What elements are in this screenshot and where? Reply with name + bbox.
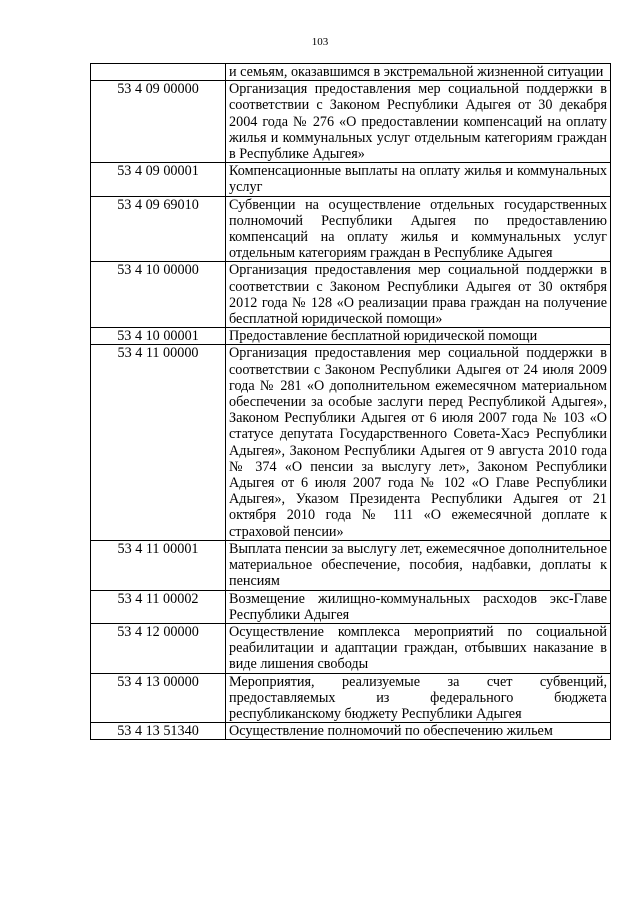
table-row <box>91 723 611 740</box>
table-row <box>91 81 611 163</box>
row-description: Возмещение жилищно-коммунальных расходов экс-Главе Республики Адыгея <box>226 590 611 623</box>
row-code: 53 4 11 00001 <box>91 540 226 590</box>
row-code: 53 4 13 51340 <box>91 723 226 740</box>
table-row <box>91 540 611 590</box>
row-code: 53 4 10 00001 <box>91 328 226 345</box>
row-code: 53 4 11 00002 <box>91 590 226 623</box>
row-code: 53 4 11 00000 <box>91 345 226 540</box>
table-row <box>91 163 611 196</box>
table-row <box>91 590 611 623</box>
row-code: 53 4 10 00000 <box>91 262 226 328</box>
row-description: Выплата пенсии за выслугу лет, ежемесячное дополнительное материальное обеспечение, пособия, надбавки, доплаты к пенсиям <box>226 540 611 590</box>
row-description: Осуществление полномочий по обеспечению жильем <box>226 723 611 740</box>
row-description: и семьям, оказавшимся в экстремальной жизненной ситуации <box>226 64 611 81</box>
table-row <box>91 623 611 673</box>
page-number: 103 <box>311 36 329 48</box>
row-code: 53 4 12 00000 <box>91 623 226 673</box>
table-row <box>91 328 611 345</box>
row-description: Организация предоставления мер социальной поддержки в соответствии с Законом Республики Адыгея от 30 октября 2012 года № 128 «О реализации права граждан на получение бесплатной юридической помощи» <box>226 262 611 328</box>
table-row <box>91 64 611 81</box>
row-description: Субвенции на осуществление отдельных государственных полномочий Республики Адыгея по предоставлению компенсаций на оплату жилья и коммунальных услуг отдельным категориям граждан в Республике Адыгея <box>226 196 611 262</box>
row-code: 53 4 09 69010 <box>91 196 226 262</box>
row-code: 53 4 09 00001 <box>91 163 226 196</box>
row-code <box>91 64 226 81</box>
row-description: Предоставление бесплатной юридической помощи <box>226 328 611 345</box>
table-row <box>91 196 611 262</box>
row-description: Осуществление комплекса мероприятий по социальной реабилитации и адаптации граждан, отбывших наказание в виде лишения свободы <box>226 623 611 673</box>
table-row <box>91 673 611 723</box>
row-description: Организация предоставления мер социальной поддержки в соответствии с Законом Республики Адыгея от 24 июля 2009 года № 281 «О дополнительном ежемесячном материальном обеспечении за особые заслуги перед Республикой Адыгея», Законом Республики Адыгея от 6 июля 2007 года № 103 «О статусе депутата Государственного Совета-Хасэ Республики Адыгея», Законом Республики Адыгея от 9 августа 2010 года № 374 «О пенсии за выслугу лет», Законом Республики Адыгея от 6 июля 2007 года № 102 «О Главе Республики Адыгея», Указом Президента Республики Адыгея от 21 октября 2010 года № 111 «О ежемесячной доплате к страховой пенсии» <box>226 345 611 540</box>
row-code: 53 4 13 00000 <box>91 673 226 723</box>
row-description: Организация предоставления мер социальной поддержки в соответствии с Законом Республики Адыгея от 30 декабря 2004 года № 276 «О предоставлении компенсаций на оплату жилья и коммунальных услуг отдельным категориям граждан в Республике Адыгея» <box>226 81 611 163</box>
classification-table <box>90 63 611 740</box>
row-code: 53 4 09 00000 <box>91 81 226 163</box>
row-description: Мероприятия, реализуемые за счет субвенций, предоставляемых из федерального бюджета республиканскому бюджету Республики Адыгея <box>226 673 611 723</box>
table-row <box>91 345 611 540</box>
table-row <box>91 262 611 328</box>
row-description: Компенсационные выплаты на оплату жилья и коммунальных услуг <box>226 163 611 196</box>
